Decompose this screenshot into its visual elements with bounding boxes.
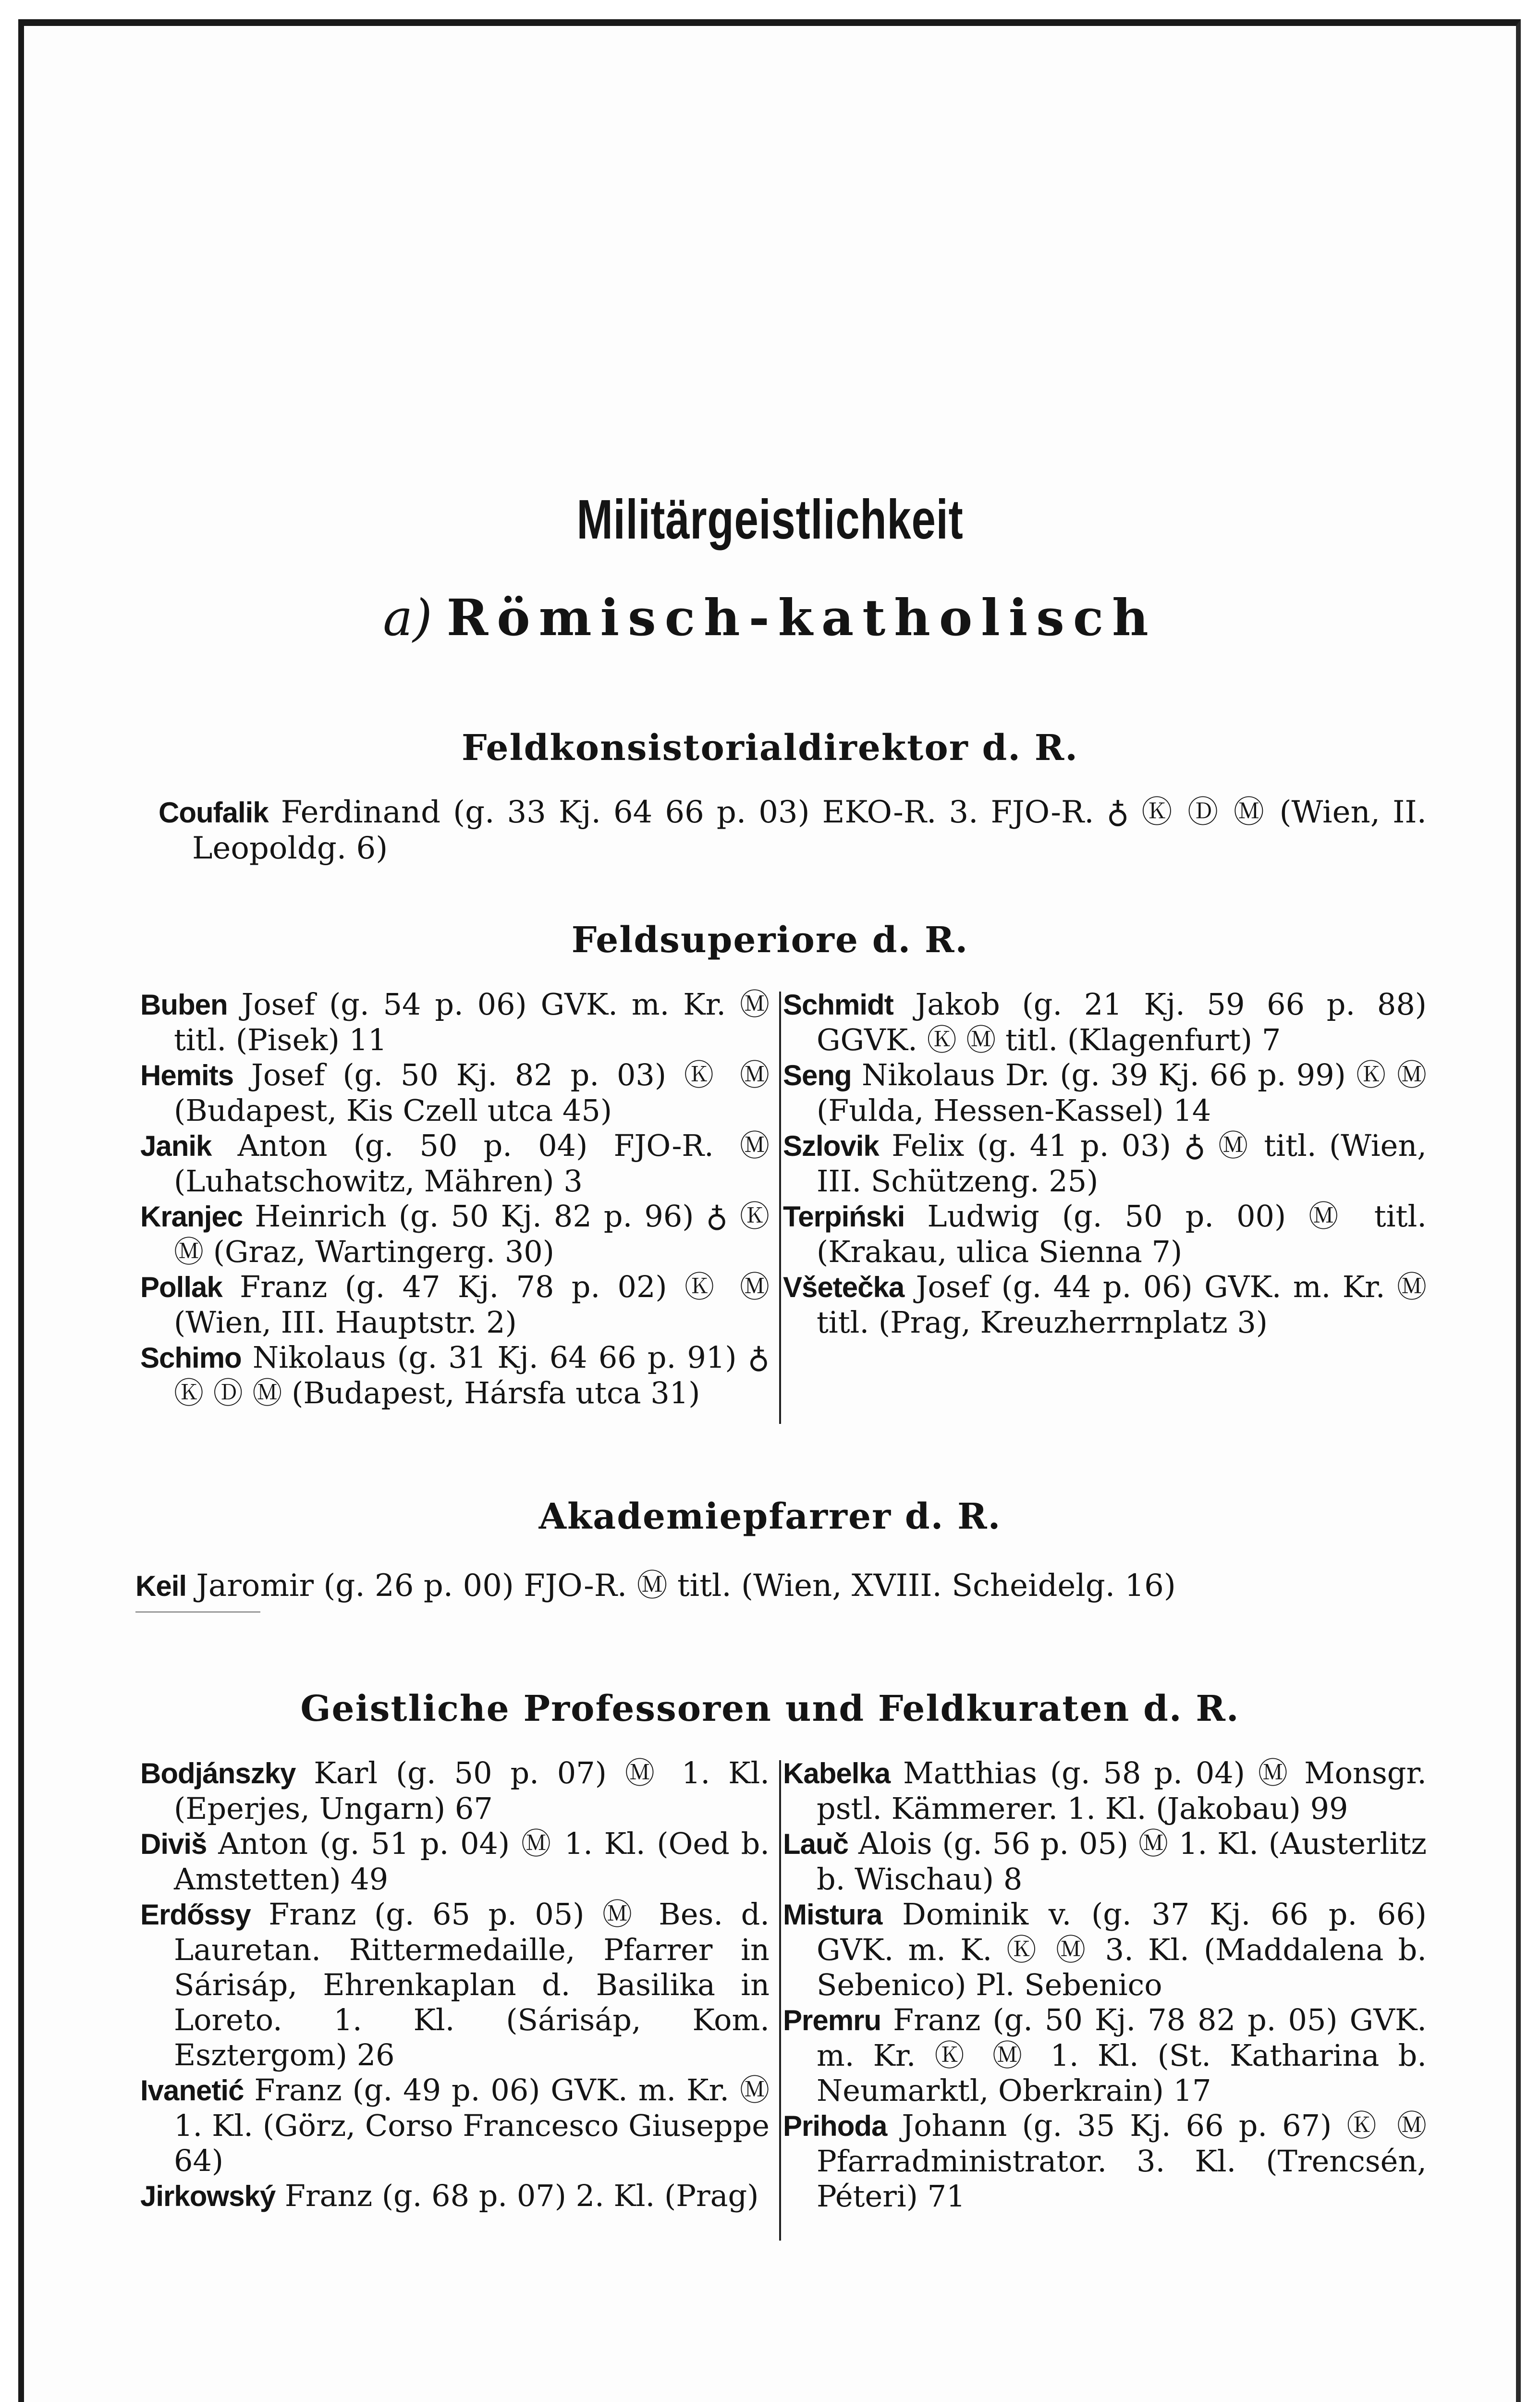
entry-name: Bodjánszky: [140, 1757, 296, 1789]
list-item: [140, 987, 770, 1057]
professoren-right-column: [783, 1755, 1427, 2214]
entry-name: Seng: [783, 1059, 852, 1091]
entry-text: Josef (g. 54 p. 06) GVK. m. Kr. Ⓜ titl. (Pisek) 11: [174, 987, 770, 1057]
list-item: [140, 2072, 770, 2178]
entry-text: Alois (g. 56 p. 05) Ⓜ 1. Kl. (Austerlitz b. Wischau) 8: [817, 1826, 1427, 1897]
list-item: [135, 1568, 1404, 1604]
list-item: [140, 1340, 770, 1410]
entry-name: Janik: [140, 1130, 212, 1162]
section-heading-superiore: Feldsuperiore d. R.: [571, 919, 969, 961]
list-item: [783, 1199, 1427, 1269]
entry-text: Franz (g. 49 p. 06) GVK. m. Kr. Ⓜ 1. Kl. (Görz, Corso Francesco Giuseppe 64): [174, 2072, 770, 2178]
entry-text: Franz (g. 68 p. 07) 2. Kl. (Prag): [284, 2178, 759, 2213]
entry-name: Mistura: [783, 1899, 882, 1931]
entry-name: Lauč: [783, 1828, 849, 1860]
entry-text: Karl (g. 50 p. 07) Ⓜ 1. Kl. (Eperjes, Ungarn) 67: [174, 1755, 770, 1826]
entry-name: Schimo: [140, 1342, 242, 1374]
page-sheet: [18, 19, 1521, 2402]
entry-name: Jirkowský: [140, 2180, 276, 2212]
entry-text: Ferdinand (g. 33 Kj. 64 66 p. 03) EKO-R. 3. FJO-R. ♁ Ⓚ Ⓓ Ⓜ (Wien, II. Leopoldg. 6): [192, 795, 1427, 866]
entry-text: Franz (g. 47 Kj. 78 p. 02) Ⓚ Ⓜ (Wien, III. Hauptstr. 2): [174, 1269, 770, 1340]
entry-text: Anton (g. 51 p. 04) Ⓜ 1. Kl. (Oed b. Amstetten) 49: [174, 1826, 770, 1897]
list-item: [140, 1269, 770, 1340]
entry-text: Jaromir (g. 26 p. 00) FJO-R. Ⓜ titl. (Wien, XVIII. Scheidelg. 16): [196, 1568, 1176, 1604]
entry-name: Keil: [135, 1570, 187, 1602]
entry-text: Heinrich (g. 50 Kj. 82 p. 96) ♁ Ⓚ Ⓜ (Graz, Wartingerg. 30): [174, 1199, 770, 1269]
entry-text: Nikolaus Dr. (g. 39 Kj. 66 p. 99) Ⓚ Ⓜ (Fulda, Hessen-Kassel) 14: [817, 1057, 1427, 1128]
superiore-left-column: [140, 987, 770, 1410]
section-heading-akademie: Akademiepfarrer d. R.: [538, 1496, 1002, 1537]
entry-name: Coufalik: [159, 797, 269, 829]
entry-name: Pollak: [140, 1271, 222, 1303]
list-item: [783, 2108, 1427, 2214]
entry-name: Schmidt: [783, 989, 893, 1021]
entry-text: Felix (g. 41 p. 03) ♁ Ⓜ titl. (Wien, III. Schützeng. 25): [817, 1128, 1427, 1199]
entry-name: Terpiński: [783, 1201, 905, 1233]
entry-text: Franz (g. 65 p. 05) Ⓜ Bes. d. Lauretan. Rittermedaille, Pfarrer in Sárisáp, Ehrenkaplan d. Basilika in Loreto. 1. Kl. (Sárisáp, Kom. Esztergom) 26: [174, 1897, 770, 2072]
list-item: [140, 1128, 770, 1199]
scan-mark: [135, 1611, 260, 1613]
section-heading-professoren: Geistliche Professoren und Feldkuraten d. R.: [300, 1688, 1240, 1729]
entry-name: Diviš: [140, 1828, 207, 1860]
entry-text: Josef (g. 44 p. 06) GVK. m. Kr. Ⓜ titl. (Prag, Kreuzherrnplatz 3): [817, 1269, 1427, 1340]
entry-name: Premru: [783, 2004, 881, 2036]
list-item: [783, 1897, 1427, 2002]
entry-text: Jakob (g. 21 Kj. 59 66 p. 88) GGVK. Ⓚ Ⓜ titl. (Klagenfurt) 7: [817, 987, 1427, 1057]
entry-text: Nikolaus (g. 31 Kj. 64 66 p. 91) ♁ Ⓚ Ⓓ Ⓜ (Budapest, Hársfa utca 31): [174, 1340, 770, 1410]
entry-name: Kranjec: [140, 1201, 243, 1233]
section-heading-direktor: Feldkonsistorialdirektor d. R.: [462, 727, 1078, 769]
direktor-list: [159, 795, 1427, 866]
subtitle-prefix: a): [383, 588, 432, 647]
list-item: [140, 1897, 770, 2072]
entry-text: Matthias (g. 58 p. 04) Ⓜ Monsgr. pstl. Kämmerer. 1. Kl. (Jakobau) 99: [817, 1755, 1427, 1826]
list-item: [783, 1269, 1427, 1340]
entry-name: Buben: [140, 989, 228, 1021]
list-item: [783, 1128, 1427, 1199]
list-item: [783, 1057, 1427, 1128]
list-item: [140, 1199, 770, 1269]
entry-name: Szlovik: [783, 1130, 879, 1162]
page-subtitle: [24, 588, 1516, 647]
entry-text: Franz (g. 50 Kj. 78 82 p. 05) GVK. m. Kr. Ⓚ Ⓜ 1. Kl. (St. Katharina b. Neumarktl, Oberkrain) 17: [817, 2002, 1427, 2108]
entry-name: Hemits: [140, 1059, 234, 1091]
list-item: [783, 987, 1427, 1057]
list-item: [783, 2002, 1427, 2108]
entry-text: Dominik v. (g. 37 Kj. 66 p. 66) GVK. m. K. Ⓚ Ⓜ 3. Kl. (Maddalena b. Sebenico) Pl. Sebenico: [817, 1897, 1427, 2002]
column-divider: [779, 1760, 781, 2241]
entry-text: Johann (g. 35 Kj. 66 p. 67) Ⓚ Ⓜ Pfarradministrator. 3. Kl. (Trencsén, Péteri) 71: [817, 2108, 1427, 2214]
entry-text: Anton (g. 50 p. 04) FJO-R. Ⓜ (Luhatschowitz, Mähren) 3: [174, 1128, 770, 1199]
entry-name: Všetečka: [783, 1271, 904, 1303]
entry-text: Ludwig (g. 50 p. 00) Ⓜ titl. (Krakau, ulica Sienna 7): [817, 1199, 1427, 1269]
list-item: [140, 1755, 770, 1826]
entry-name: Prihoda: [783, 2110, 887, 2142]
list-item: [159, 795, 1427, 866]
entry-name: Erdőssy: [140, 1899, 251, 1931]
subtitle-text: Römisch-katholisch: [446, 588, 1157, 647]
column-divider: [779, 992, 781, 1424]
entry-text: Josef (g. 50 Kj. 82 p. 03) Ⓚ Ⓜ (Budapest, Kis Czell utca 45): [174, 1057, 770, 1128]
superiore-right-column: [783, 987, 1427, 1340]
list-item: [140, 1826, 770, 1897]
professoren-left-column: [140, 1755, 770, 2214]
list-item: [140, 2178, 770, 2214]
entry-name: Ivanetić: [140, 2074, 244, 2107]
akademie-list: [135, 1568, 1404, 1604]
list-item: [783, 1755, 1427, 1826]
list-item: [783, 1826, 1427, 1897]
page-title: Militärgeistlichkeit: [576, 488, 964, 551]
list-item: [140, 1057, 770, 1128]
entry-name: Kabelka: [783, 1757, 891, 1789]
